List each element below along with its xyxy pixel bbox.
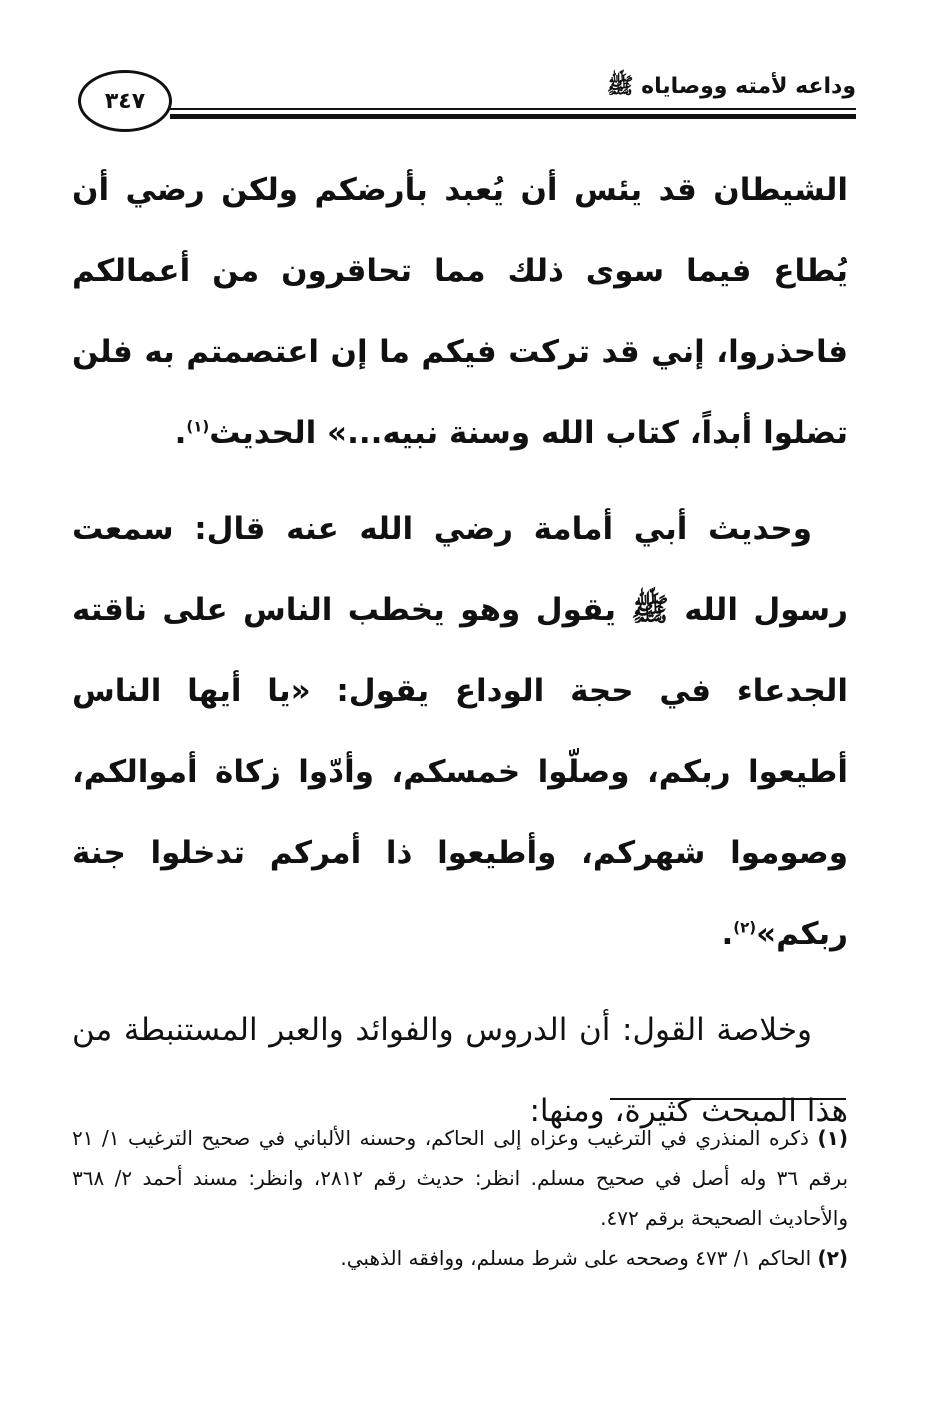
paragraph-1 (72, 150, 848, 474)
paragraph-2-end: . (721, 916, 734, 952)
footnote-1 (72, 1118, 848, 1238)
running-title: وداعه لأمته ووصاياه ﷺ (606, 74, 856, 99)
paragraph-1-text: الشيطان قد يئس أن يُعبد بأرضكم ولكن رضي أن يُطاع فيما سوى ذلك مما تحاقرون من أعمالكم فاحذروا، إني قد تركت فيكم ما إن اعتصمتم به فلن تضلوا أبداً، كتاب الله وسنة نبيه...» الحديث (72, 172, 848, 451)
page-header (78, 70, 856, 136)
footnote-ref-1[interactable]: (١) (186, 417, 210, 436)
page-number-oval (78, 70, 172, 132)
footnote-number: (٢) (817, 1246, 848, 1270)
footnote-number: (١) (817, 1126, 848, 1150)
footnote-text: الحاكم ١/ ٤٧٣ وصححه على شرط مسلم، ووافقه الذهبي. (340, 1246, 812, 1270)
footnotes (72, 1118, 848, 1278)
footnote-text: ذكره المنذري في الترغيب وعزاه إلى الحاكم، وحسنه الألباني في صحيح الترغيب ١/ ٢١ برقم ٣٦ وله أصل في صحيح مسلم. انظر: حديث رقم ٢٨١٢، وانظر: مسند أحمد ٢/ ٣٦٨ والأحاديث الصحيحة برقم ٤٧٢. (72, 1126, 849, 1230)
main-text (72, 150, 848, 1152)
page-number: ٣٤٧ (104, 88, 146, 114)
paragraph-2-text: وحديث أبي أمامة رضي الله عنه قال: سمعت رسول الله ﷺ يقول وهو يخطب الناس على ناقته الجدعاء في حجة الوداع يقول: «يا أيها الناس أطيعوا ربكم، وصلّوا خمسكم، وأدّوا زكاة أموالكم، وصوموا شهركم، وأطيعوا ذا أمركم تدخلوا جنة ربكم» (72, 511, 848, 952)
paragraph-2 (72, 489, 848, 975)
paragraph-1-end: . (174, 415, 187, 451)
header-rule-thin (170, 108, 856, 110)
header-rule-thick (170, 114, 856, 119)
footnote-ref-2[interactable]: (٢) (733, 918, 757, 937)
paragraph-3-text: وخلاصة القول: أن الدروس والفوائد والعبر المستنبطة من هذا المبحث كثيرة، ومنها: (72, 1012, 848, 1129)
footnote-2 (72, 1238, 848, 1278)
footnote-separator (610, 1098, 846, 1100)
